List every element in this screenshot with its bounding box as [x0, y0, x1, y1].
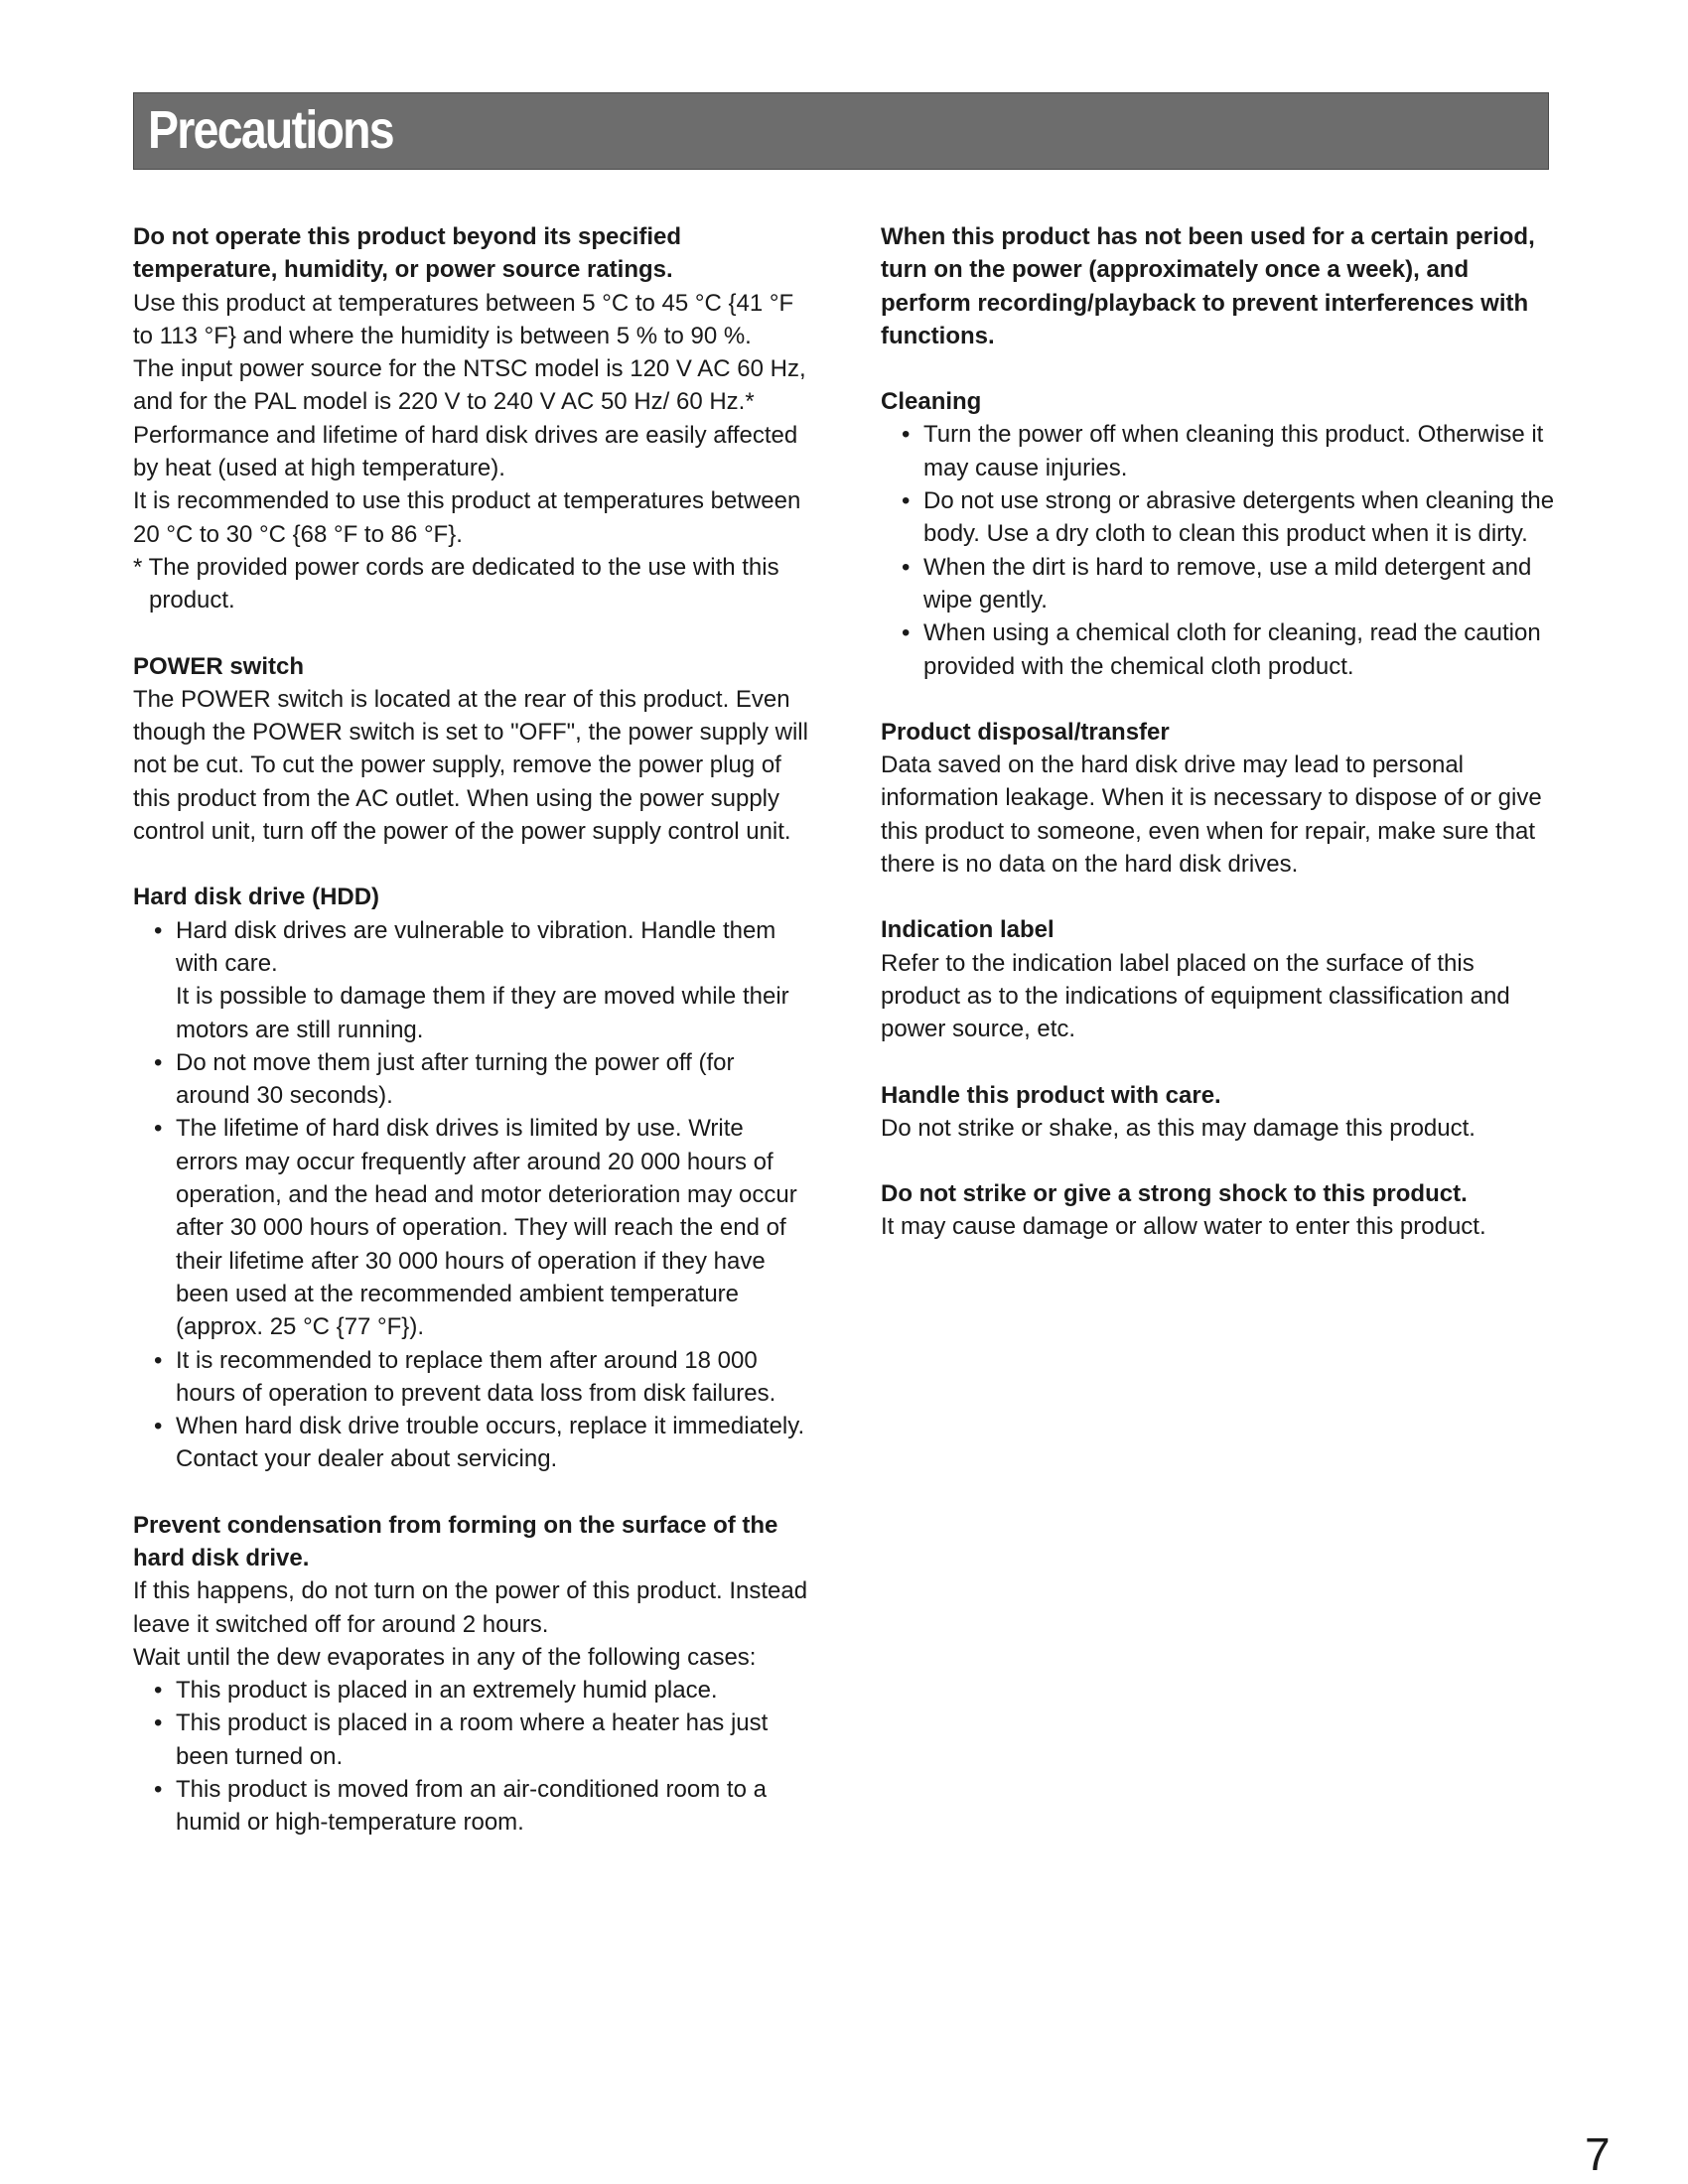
paragraph: It is recommended to use this product at temperatures between 20 °C to 30 °C {68 °F to 86 °F}.: [133, 487, 801, 548]
section-heading: Indication label: [881, 916, 1055, 944]
list-item: [923, 418, 1556, 484]
list-item: [923, 551, 1556, 617]
paragraph: Performance and lifetime of hard disk drives are easily affected by heat (used at high temperature).: [133, 421, 798, 482]
footnote: * The provided power cords are dedicated to the use with this product.: [133, 553, 779, 614]
paragraph: The POWER switch is located at the rear of this product. Even though the POWER switch is set to "OFF", the power supply will not be cut. To cut the power supply, remove the power plug of this product from the AC outlet. When using the power supply control unit, turn off the power of the power supply control unit.: [133, 685, 808, 846]
list-item-text: When the dirt is hard to remove, use a mild detergent and wipe gently.: [923, 553, 1532, 614]
section-heading: Do not strike or give a strong shock to this product.: [881, 1180, 1468, 1208]
list-item-text: It is recommended to replace them after around 18 000 hours of operation to prevent data loss from disk failures.: [176, 1346, 776, 1407]
list-item: [176, 1674, 808, 1706]
section-heading: Cleaning: [881, 388, 982, 416]
page-title: Precautions: [148, 100, 393, 160]
section-cleaning: [881, 385, 1556, 683]
list-item-text: Hard disk drives are vulnerable to vibration. Handle them with care.: [176, 916, 776, 977]
list-item-text: When using a chemical cloth for cleaning, read the caution provided with the chemical cloth product.: [923, 619, 1541, 680]
section-disposal-transfer: [881, 716, 1556, 881]
list-item: [176, 914, 808, 1046]
list-item-extra: It is possible to damage them if they are moved while their motors are still running.: [176, 983, 789, 1043]
bullet-list: [881, 418, 1556, 682]
section-heading: Prevent condensation from forming on the surface of the hard disk drive.: [133, 1511, 778, 1571]
section-condensation: [133, 1509, 808, 1840]
list-item: [176, 1706, 808, 1773]
page-number: 7: [1585, 2128, 1611, 2180]
bullet-list: [133, 1674, 808, 1839]
paragraph: If this happens, do not turn on the power of this product. Instead leave it switched off for around 2 hours.: [133, 1577, 808, 1638]
section-operating-ratings: [133, 220, 808, 617]
section-indication-label: [881, 913, 1556, 1045]
list-item: [923, 616, 1556, 683]
list-item-text: Turn the power off when cleaning this product. Otherwise it may cause injuries.: [923, 421, 1544, 481]
paragraph: Data saved on the hard disk drive may lead to personal information leakage. When it is necessary to dispose of or give this product to someone, even when for repair, make sure that there is no data on the hard disk drives.: [881, 751, 1542, 879]
paragraph: Do not strike or shake, as this may damage this product.: [881, 1114, 1476, 1142]
left-column: [133, 220, 808, 1872]
section-heading: Do not operate this product beyond its specified temperature, humidity, or power source ratings.: [133, 223, 682, 284]
list-item-text: This product is moved from an air-conditioned room to a humid or high-temperature room.: [176, 1776, 767, 1837]
section-power-switch: [133, 650, 808, 849]
list-item-text: This product is placed in an extremely humid place.: [176, 1677, 718, 1705]
list-item-extra: Contact your dealer about servicing.: [176, 1445, 558, 1473]
list-item: [176, 1112, 808, 1343]
section-hard-disk-drive: [133, 881, 808, 1475]
list-item-text: The lifetime of hard disk drives is limited by use. Write errors may occur frequently after around 20 000 hours of operation, and the head and motor deterioration may occur after 30 000 hours of operation. They will reach the end of their lifetime after 30 000 hours of operation if they have been used at the recommended ambient temperature (approx. 25 °C {77 °F}).: [176, 1115, 797, 1341]
section-heading: Handle this product with care.: [881, 1081, 1221, 1109]
paragraph: Refer to the indication label placed on the surface of this product as to the indications of equipment classification and power source, etc.: [881, 949, 1510, 1043]
bullet-list: [133, 914, 808, 1476]
section-heading: Hard disk drive (HDD): [133, 884, 380, 911]
paragraph: The input power source for the NTSC model is 120 V AC 60 Hz, and for the PAL model is 220 V to 240 V AC 50 Hz/ 60 Hz.*: [133, 355, 806, 416]
section-heading: When this product has not been used for a certain period, turn on the power (approximately once a week), and perform recording/playback to prevent interferences with functions.: [881, 223, 1535, 349]
list-item-text: Do not use strong or abrasive detergents when cleaning the body. Use a dry cloth to clean this product when it is dirty.: [923, 487, 1555, 548]
list-item: [176, 1046, 808, 1113]
list-item-text: This product is placed in a room where a heater has just been turned on.: [176, 1709, 769, 1770]
section-handle-with-care: [881, 1079, 1556, 1146]
page-title-bar: [133, 92, 1549, 170]
list-item: [176, 1410, 808, 1476]
list-item-text: Do not move them just after turning the power off (for around 30 seconds).: [176, 1048, 735, 1110]
section-heading: POWER switch: [133, 652, 305, 680]
section-no-strong-shock: [881, 1177, 1556, 1244]
list-item: [176, 1773, 808, 1840]
paragraph: Use this product at temperatures between 5 °C to 45 °C {41 °F to 113 °F} and where the humidity is between 5 % to 90 %.: [133, 289, 794, 349]
list-item-text: When hard disk drive trouble occurs, replace it immediately.: [176, 1413, 805, 1440]
paragraph: It may cause damage or allow water to enter this product.: [881, 1213, 1486, 1241]
paragraph: Wait until the dew evaporates in any of the following cases:: [133, 1643, 757, 1671]
section-periodic-use: [881, 220, 1556, 352]
right-column: [881, 220, 1556, 1277]
section-heading: Product disposal/transfer: [881, 718, 1170, 746]
list-item: [923, 484, 1556, 551]
list-item: [176, 1344, 808, 1411]
